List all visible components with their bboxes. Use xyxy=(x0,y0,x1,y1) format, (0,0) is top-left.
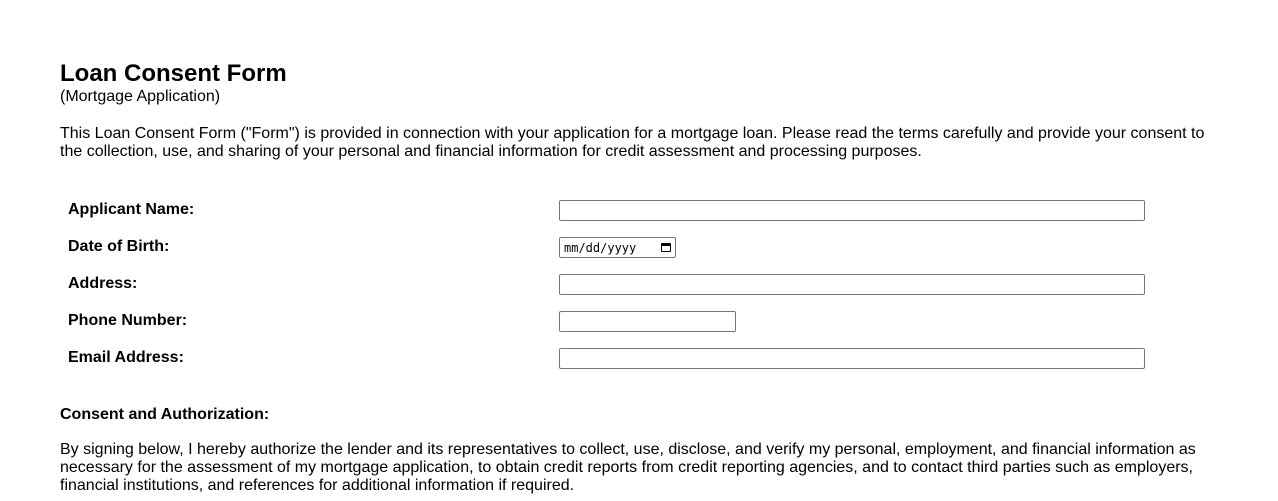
address-input[interactable] xyxy=(559,274,1145,295)
calendar-icon[interactable] xyxy=(661,243,671,252)
applicant-name-label: Applicant Name: xyxy=(68,201,195,218)
address-label: Address: xyxy=(68,275,138,292)
email-address-input[interactable] xyxy=(559,348,1145,369)
intro-paragraph: This Loan Consent Form ("Form") is provided in connection with your application for a mortgage loan. Please read the terms carefully and provide your consent to the collection, use, and sharing of your personal and financial information for credit assessment and processing purposes. xyxy=(60,125,1205,160)
consent-heading: Consent and Authorization: xyxy=(60,406,270,423)
date-placeholder: mm/dd/yyyy xyxy=(564,240,637,255)
page-title: Loan Consent Form xyxy=(60,60,287,87)
phone-number-input[interactable] xyxy=(559,311,736,332)
date-of-birth-input[interactable] xyxy=(559,237,676,258)
page-subtitle: (Mortgage Application) xyxy=(60,88,221,105)
applicant-name-input[interactable] xyxy=(559,200,1145,221)
phone-number-label: Phone Number: xyxy=(68,312,188,329)
consent-paragraph: By signing below, I hereby authorize the lender and its representatives to collect, use, disclose, and verify my personal, employment, and financial information as necessary for the assessment of my mortgage application, to obtain credit reports from credit reporting agencies, and to contact third parties such as employers, financial institutions, and references for additional information if required. xyxy=(60,441,1196,494)
email-address-label: Email Address: xyxy=(68,349,184,366)
date-of-birth-label: Date of Birth: xyxy=(68,238,170,255)
